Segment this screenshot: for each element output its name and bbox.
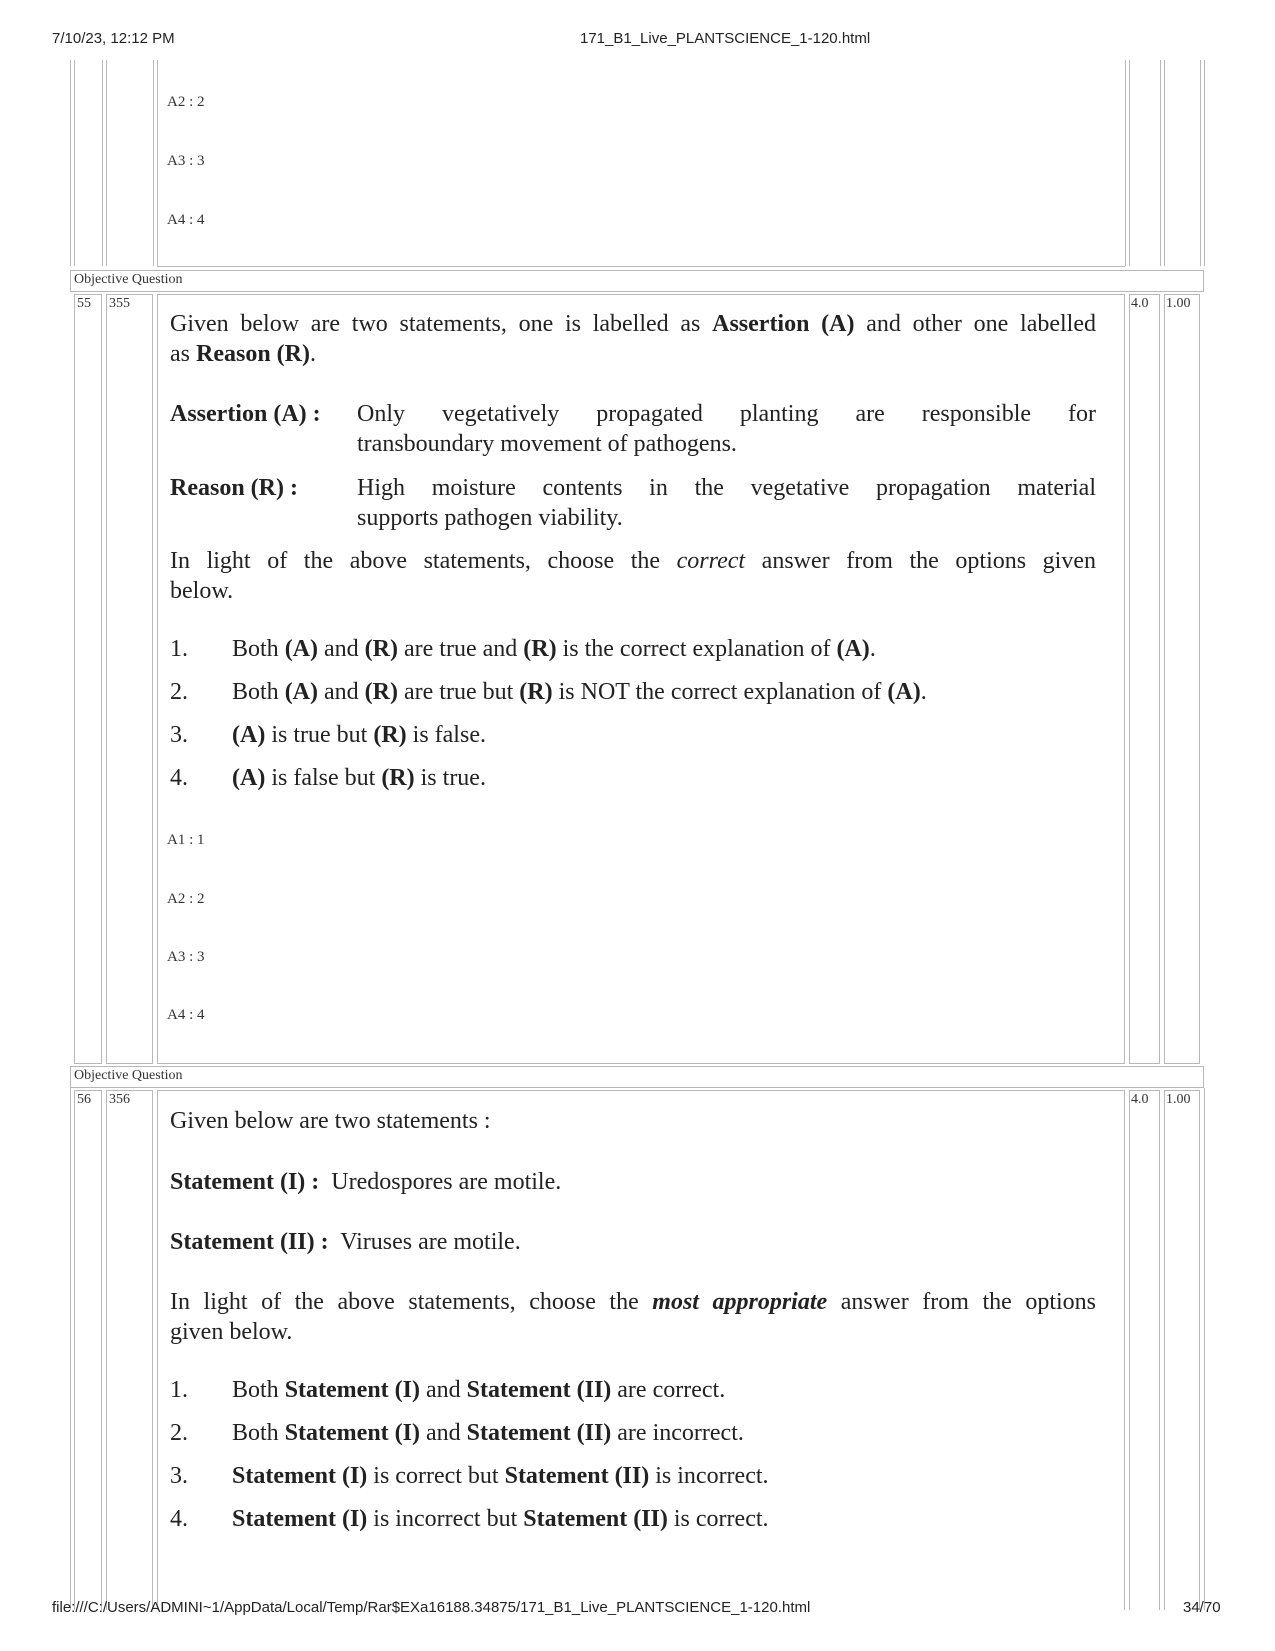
q56-instruction-line1: In light of the above statements, choose the most appropriate answer from the options [170,1289,1097,1315]
q55-negative-marks: 1.00 [1166,296,1191,311]
q55-choice-4: (A) is false but (R) is true. [232,765,486,791]
q55-intro-line2: as Reason (R). [170,341,316,367]
q55-marks: 4.0 [1131,296,1149,311]
q55-assertion-text-cont: transboundary movement of pathogens. [357,431,737,457]
q56-choice-4-number: 4. [170,1506,188,1532]
print-datetime: 7/10/23, 12:12 PM [52,30,175,47]
q55-reason-label: Reason (R) : [170,475,298,501]
q56-choice-1-number: 1. [170,1377,188,1403]
q56-question-id: 356 [109,1092,130,1107]
q56-choice-2: Both Statement (I) and Statement (II) are incorrect. [232,1420,744,1446]
q55-assertion-label: Assertion (A) : [170,401,321,427]
q56-marks: 4.0 [1131,1092,1149,1107]
q55-reason-text-cont: supports pathogen viability. [357,505,623,531]
q56-negative-marks: 1.00 [1166,1092,1191,1107]
q55-intro-line1: Given below are two statements, one is labelled as Assertion (A) and other one labelled [170,311,1097,337]
q55-choice-1-number: 1. [170,636,188,662]
q55-choice-4-number: 4. [170,765,188,791]
prev-option-2: A2 : 2 [167,94,205,110]
q55-type-label: Objective Question [74,272,183,287]
print-page-number: 34/70 [1183,1599,1221,1616]
q56-instruction-line2: given below. [170,1319,293,1345]
q55-option-3: A3 : 3 [167,949,205,965]
print-doc-title: 171_B1_Live_PLANTSCIENCE_1-120.html [580,30,871,47]
q55-choice-3-number: 3. [170,722,188,748]
q56-serial: 56 [77,1092,91,1107]
q56-type-label: Objective Question [74,1068,183,1083]
q55-instruction-line2: below. [170,578,234,604]
q56-choice-1: Both Statement (I) and Statement (II) are correct. [232,1377,726,1403]
prev-option-3: A3 : 3 [167,153,205,169]
q56-choice-4: Statement (I) is incorrect but Statement (II) is correct. [232,1506,769,1532]
q55-choice-2: Both (A) and (R) are true but (R) is NOT the correct explanation of (A). [232,679,927,705]
prev-option-4: A4 : 4 [167,212,205,228]
q55-instruction-line1: In light of the above statements, choose the correct answer from the options given [170,548,1096,574]
q56-choice-3-number: 3. [170,1463,188,1489]
q55-assertion-text: Only vegetatively propagated planting are responsible for [357,401,1096,427]
q56-choice-2-number: 2. [170,1420,188,1446]
q55-choice-1: Both (A) and (R) are true and (R) is the correct explanation of (A). [232,636,876,662]
q55-question-id: 355 [109,296,130,311]
q56-intro: Given below are two statements : [170,1108,491,1134]
q55-reason-text: High moisture contents in the vegetative propagation material [357,475,1096,501]
q56-choice-3: Statement (I) is correct but Statement (II) is incorrect. [232,1463,769,1489]
q56-statement-1: Statement (I) : Uredospores are motile. [170,1169,562,1195]
q55-option-1: A1 : 1 [167,832,205,848]
q56-statement-2: Statement (II) : Viruses are motile. [170,1229,521,1255]
q55-option-4: A4 : 4 [167,1007,205,1023]
q55-option-2: A2 : 2 [167,891,205,907]
q55-serial: 55 [77,296,91,311]
q55-choice-2-number: 2. [170,679,188,705]
print-file-path: file:///C:/Users/ADMINI~1/AppData/Local/Temp/Rar$EXa16188.34875/171_B1_Live_PLANTSCIENCE_1-120.html [52,1599,811,1616]
q55-choice-3: (A) is true but (R) is false. [232,722,486,748]
